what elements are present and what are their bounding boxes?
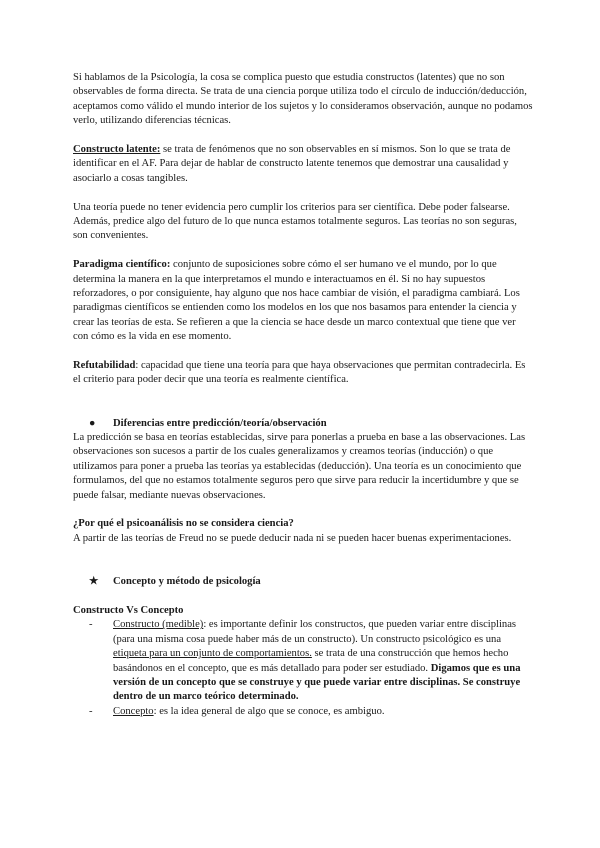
psicoanalisis-question: ¿Por qué el psicoanálisis no se considera ciencia? [73,518,294,530]
psicoanalisis-paragraph: A partir de las teorías de Freud no se puede deducir nada ni se pueden hacer buenas experimentaciones. [73,532,512,544]
constructo-text-b: se trata de una construcción que hemos hecho basándonos en el concepto, que es más detallado para poder ser estudiado. [113,648,509,674]
paradigma-term: Paradigma científico: [73,259,171,271]
constructo-bold-text: Digamos que es una versión de un concepto que se construye y que puede variar entre disciplinas. Se construye dentro de un marco teórico determinado. [113,662,521,703]
intro-paragraph: Si hablamos de la Psicología, la cosa se complica puesto que estudia constructos (latentes) que no son observables de forma directa. Se trata de una ciencia porque utiliza todo el círculo de inducción/deducción, aceptamos como válido el mundo interior de los sujetos y lo consideramos observación, aunque no podamos verlo, utilizando diferencias técnicas. [73,72,533,127]
list-item-concepto [73,705,533,719]
constructo-term: Constructo (medible) [113,619,204,631]
dash-bullet-icon: - [89,705,93,717]
diferencias-paragraph: La predicción se basa en teorías establecidas, sirve para ponerlas a prueba en base a las observaciones. Las observaciones son sucesos a partir de los cuales generalizamos y creamos teorías (inducción) o que utilizamos para poner a prueba las teorías ya establecidas (deducción). Una teoría es un conocimiento que formulamos, del que no estamos totalmente seguros pero que sirve para reducir la incertidumbre y que se puede falsar, mediante nuevas observaciones. [73,432,526,501]
constructo-text-a: : es importante definir los constructos, que pueden variar entre disciplinas (para una misma cosa puede haber más de un constructo). Un constructo psicológico es una [113,619,517,645]
constructo-latente-paragraph [73,143,533,186]
constructo-etiqueta: etiqueta para un conjunto de comportamientos. [113,648,312,660]
concepto-text: : es la idea general de algo que se conoce, es ambiguo. [153,705,385,717]
teoria-paragraph: Una teoría puede no tener evidencia pero cumplir los criterios para ser científica. Debe poder falsearse. Además, predice algo del futuro de lo que nunca estamos totalmente seguros. Las teorías no son seguras, son convenientes. [73,201,517,242]
constructo-vs-concepto-heading: Constructo Vs Concepto [73,604,184,616]
diferencias-heading-text: Diferencias entre predicción/teoría/observación [113,417,327,429]
concepto-term: Concepto [113,705,154,717]
list-item-constructo [73,618,533,704]
paradigma-text: conjunto de suposiciones sobre cómo el ser humano ve el mundo, por lo que determina la manera en la que interpretamos el mundo e interactuamos en él. Si no hay supuestos reforzadores, o por consiguiente, hay alguno que nos hace cambiar de visión, el paradigma cambiará. Los paradigmas científicos se entienden como los modelos en los que nos basamos para entender la ciencia y crear las teorías de esta. Se refieren a que la ciencia se hace desde un marco contextual que tiene que ver con cómo es la vida en ese momento. [73,259,520,343]
bullet-dot-icon: ● [89,417,96,429]
paradigma-paragraph [73,258,533,344]
document-page [73,71,533,719]
diferencias-heading [73,417,533,431]
constructo-latente-text: se trata de fenómenos que no son observables en sí mismos. Son lo que se trata de identificar en el AF. Para dejar de hablar de constructo latente tenemos que demostrar una causalidad y asociarlo a cosas tangibles. [73,144,511,184]
refutabilidad-paragraph [73,359,533,388]
constructo-latente-term: Constructo latente: [73,144,161,156]
refutabilidad-term: Refutabilidad [73,360,136,372]
dash-bullet-icon: - [89,619,93,631]
concepto-metodo-heading-text: Concepto y método de psicología [113,576,261,588]
star-bullet-icon: ★ [89,576,99,588]
concepto-metodo-heading [73,575,533,589]
refutabilidad-text: : capacidad que tiene una teoría para que haya observaciones que permitan contradecirla. Es el criterio para poder decir que una teoría es realmente científica. [73,360,526,386]
